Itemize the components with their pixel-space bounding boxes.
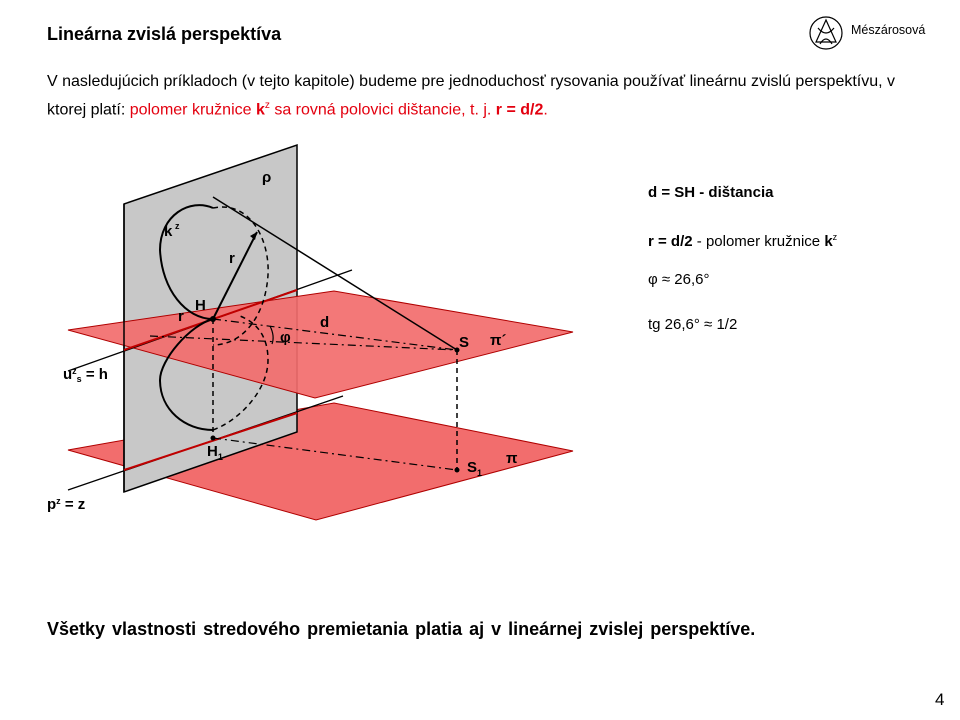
intro-highlight-2: sa rovná polovici dištancie, t. j. [269,101,496,119]
intro-paragraph [47,70,927,122]
label-pi-prime: π´ [490,332,507,349]
formula-tangent: tg 26,6° ≈ 1/2 [648,316,738,333]
label-phi: φ [280,329,291,346]
intro-k-sup: z [264,100,270,111]
point-S1 [455,468,460,473]
label-u: $u^ᴢ_s = h$ [63,366,108,384]
intro-text: V nasledujúcich príkladoch (v tejto kapitole) budeme pre jednoduchosť rysovania používať lineárnu zvislú perspektívu, v ktorej platí: [47,73,896,119]
label-H: H [195,297,206,314]
label-pi: π [506,450,518,467]
point-H1 [211,436,216,441]
page-number: 4 [935,690,945,709]
label-r-upper: r [229,250,235,267]
intro-formula: r = d/2 [495,101,544,119]
label-H1: $H_1$ [207,443,223,462]
intro-end: . [543,101,548,119]
label-kz-sup: z [175,221,180,231]
intro-k: k [255,101,265,119]
label-r-left: r [178,308,184,325]
page-title: Lineárna zvislá perspektíva [47,24,282,44]
label-S1: $S_1$ [467,459,483,478]
point-H [210,316,216,322]
formula-angle: φ ≈ 26,6° [648,271,710,288]
formula-radius: r = d/2 - polomer kružnice $k^z$ [648,232,838,250]
author-logo-icon [808,14,844,52]
label-kz: k [164,223,173,240]
label-S: S [459,334,470,351]
intro-highlight: polomer kružnice [129,101,256,119]
perspective-diagram [0,140,600,530]
author-name: Mészárosová [851,23,926,37]
label-p: $p^ᴢ = z$ [47,496,86,513]
formula-distance: d = SH - dištancia [648,184,774,201]
label-d: d [320,314,330,331]
label-rho: ρ [262,169,272,186]
footer-statement: Všetky vlastnosti stredového premietania platia aj v lineárnej zvislej perspektíve. [47,619,756,639]
